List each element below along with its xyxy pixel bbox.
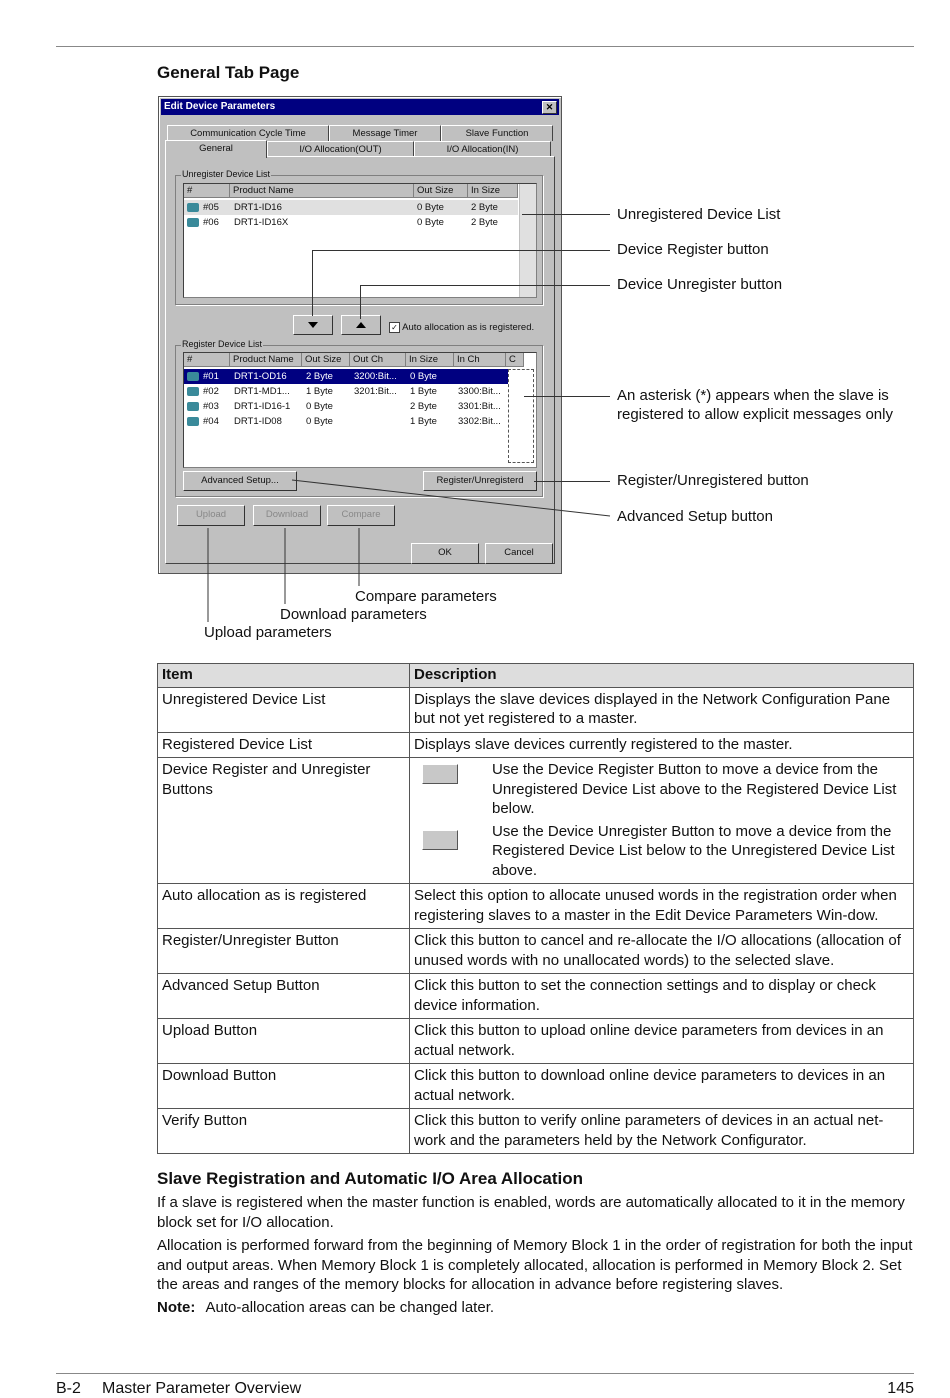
item-cell: Register/Unregister Button bbox=[158, 929, 410, 974]
footer-section: B-2 bbox=[56, 1380, 81, 1397]
section-title: General Tab Page bbox=[157, 63, 300, 82]
dialog-title: Edit Device Parameters bbox=[164, 101, 276, 112]
col-header-product[interactable]: Product Name bbox=[230, 353, 302, 367]
desc-cell: Click this button to set the connection settings and to display or check device information. bbox=[410, 974, 914, 1019]
register-group-label: Register Device List bbox=[182, 339, 263, 349]
row-num: #01 bbox=[203, 371, 219, 382]
table-row bbox=[158, 884, 914, 929]
col-header-insize[interactable]: In Size bbox=[406, 353, 454, 367]
row-insize: 1 Byte bbox=[410, 416, 437, 427]
col-header-item: Item bbox=[158, 664, 410, 688]
item-cell: Auto allocation as is registered bbox=[158, 884, 410, 929]
desc-cell: Click this button to download online device parameters to devices in an actual network. bbox=[410, 1064, 914, 1109]
callout-upload: Upload parameters bbox=[204, 624, 332, 641]
col-header-num[interactable]: # bbox=[184, 353, 230, 367]
row-outsize: 2 Byte bbox=[306, 371, 333, 382]
row-num: #03 bbox=[203, 401, 219, 412]
desc-cell: Click this button to upload online device parameters from devices in an actual network. bbox=[410, 1019, 914, 1064]
row-product: DRT1-ID08 bbox=[234, 416, 282, 427]
ok-button[interactable]: OK bbox=[411, 543, 479, 564]
row-product: DRT1-ID16-1 bbox=[234, 401, 291, 412]
row-inch: 3302:Bit... bbox=[458, 416, 501, 427]
desc-cell bbox=[410, 758, 914, 884]
description-table bbox=[157, 663, 914, 1154]
item-cell: Upload Button bbox=[158, 1019, 410, 1064]
row-num: #05 bbox=[203, 202, 219, 213]
row-num: #02 bbox=[203, 386, 219, 397]
col-header-product[interactable]: Product Name bbox=[230, 184, 414, 198]
row-insize: 0 Byte bbox=[410, 371, 437, 382]
register-arrow-icon bbox=[422, 764, 458, 784]
col-header-description: Description bbox=[410, 664, 914, 688]
col-header-outch[interactable]: Out Ch bbox=[350, 353, 406, 367]
desc-cell: Displays slave devices currently registered to the master. bbox=[410, 732, 914, 758]
table-header-row bbox=[158, 664, 914, 688]
row-outch: 3201:Bit... bbox=[354, 386, 397, 397]
callout-advanced-setup: Advanced Setup button bbox=[617, 508, 773, 525]
unregister-group-label: Unregister Device List bbox=[182, 169, 271, 179]
footer-title: Master Parameter Overview bbox=[102, 1380, 302, 1397]
tab-io-allocation-in[interactable]: I/O Allocation(IN) bbox=[414, 141, 551, 157]
callout-compare: Compare parameters bbox=[355, 588, 497, 605]
callout-unregistered-list: Unregistered Device List bbox=[617, 206, 781, 223]
row-insize: 2 Byte bbox=[471, 217, 498, 228]
callout-connectors bbox=[0, 0, 950, 650]
item-cell: Registered Device List bbox=[158, 732, 410, 758]
col-header-outsize[interactable]: Out Size bbox=[414, 184, 468, 198]
slave-para-1: If a slave is registered when the master function is enabled, words are automatically allocated to it in the memory block set for I/O allocation. bbox=[157, 1194, 905, 1231]
desc-cell: Displays the slave devices displayed in the Network Configuration Pane but not yet registered to a master. bbox=[410, 687, 914, 732]
unregister-arrow-icon bbox=[422, 830, 458, 850]
callout-register-unregister: Register/Unregistered button bbox=[617, 472, 809, 489]
col-header-num[interactable]: # bbox=[184, 184, 230, 198]
desc-cell: Click this button to cancel and re-allocate the I/O allocations (allocation of unused words with no unallocated words) to the selected slave. bbox=[410, 929, 914, 974]
advanced-setup-button[interactable]: Advanced Setup... bbox=[183, 471, 297, 491]
item-cell: Device Register and Unregister Buttons bbox=[158, 758, 410, 884]
row-inch: 3300:Bit... bbox=[458, 386, 501, 397]
row-product: DRT1-ID16X bbox=[234, 217, 289, 228]
table-row bbox=[158, 974, 914, 1019]
row-outsize: 0 Byte bbox=[306, 416, 333, 427]
close-icon[interactable]: ✕ bbox=[542, 101, 557, 114]
tab-message-timer[interactable]: Message Timer bbox=[329, 125, 441, 141]
col-header-inch[interactable]: In Ch bbox=[454, 353, 506, 367]
note bbox=[157, 1298, 917, 1318]
desc-cell: Select this option to allocate unused words in the registration order when registering slaves to a master in the Edit Device Parameters Win-dow. bbox=[410, 884, 914, 929]
row-product: DRT1-OD16 bbox=[234, 371, 287, 382]
col-header-insize[interactable]: In Size bbox=[468, 184, 518, 198]
row-insize: 2 Byte bbox=[471, 202, 498, 213]
checkmark-icon: ✓ bbox=[389, 322, 400, 333]
upload-button[interactable]: Upload bbox=[177, 505, 245, 526]
tab-general[interactable]: General bbox=[165, 140, 267, 158]
tab-slave-function[interactable]: Slave Function bbox=[441, 125, 553, 141]
item-cell: Verify Button bbox=[158, 1109, 410, 1154]
table-row bbox=[158, 1109, 914, 1154]
row-num: #06 bbox=[203, 217, 219, 228]
bottom-rule bbox=[56, 1373, 914, 1374]
slave-para-2: Allocation is performed forward from the beginning of Memory Block 1 in the order of registration for both the input and output areas. When Memory Block 1 is completely allocated, allocation is performed in Memory Block 2. Set the areas and ranges of the memory blocks for allocation in advance before registering slaves. bbox=[157, 1237, 913, 1293]
callout-register-button: Device Register button bbox=[617, 241, 769, 258]
table-row bbox=[158, 687, 914, 732]
row-insize: 1 Byte bbox=[410, 386, 437, 397]
download-button[interactable]: Download bbox=[253, 505, 321, 526]
note-text: Auto-allocation areas can be changed later. bbox=[205, 1299, 495, 1316]
item-cell: Advanced Setup Button bbox=[158, 974, 410, 1019]
table-row bbox=[158, 929, 914, 974]
row-product: DRT1-MD1... bbox=[234, 386, 290, 397]
auto-allocation-label: Auto allocation as is registered. bbox=[402, 322, 535, 334]
row-outsize: 1 Byte bbox=[306, 386, 333, 397]
table-row bbox=[158, 758, 914, 884]
register-desc: Use the Device Register Button to move a device from the Unregistered Device List above to the Registered Device List below. bbox=[492, 761, 897, 817]
row-outsize: 0 Byte bbox=[417, 202, 444, 213]
row-product: DRT1-ID16 bbox=[234, 202, 282, 213]
tab-io-allocation-out[interactable]: I/O Allocation(OUT) bbox=[267, 141, 414, 157]
item-cell: Download Button bbox=[158, 1064, 410, 1109]
unregister-desc: Use the Device Unregister Button to move a device from the Registered Device List below to the Unregistered Device List above. bbox=[492, 822, 895, 879]
callout-asterisk-line2: registered to allow explicit messages only bbox=[617, 406, 893, 423]
tab-communication-cycle-time[interactable]: Communication Cycle Time bbox=[167, 125, 329, 141]
callout-asterisk-line1: An asterisk (*) appears when the slave is bbox=[617, 387, 889, 404]
row-num: #04 bbox=[203, 416, 219, 427]
compare-button[interactable]: Compare bbox=[327, 505, 395, 526]
desc-cell: Click this button to verify online parameters of devices in an actual net-work and the parameters held by the Network Configurator. bbox=[410, 1109, 914, 1154]
col-header-outsize[interactable]: Out Size bbox=[302, 353, 350, 367]
table-row bbox=[158, 1064, 914, 1109]
table-row bbox=[158, 732, 914, 758]
page-number: 145 bbox=[887, 1380, 914, 1397]
row-inch: 3301:Bit... bbox=[458, 401, 501, 412]
slave-section-title: Slave Registration and Automatic I/O Area Allocation bbox=[157, 1169, 584, 1188]
register-unregister-button[interactable]: Register/Unregisterd bbox=[423, 471, 537, 491]
cancel-button[interactable]: Cancel bbox=[485, 543, 553, 564]
row-insize: 2 Byte bbox=[410, 401, 437, 412]
row-outch: 3200:Bit... bbox=[354, 371, 397, 382]
row-outsize: 0 Byte bbox=[306, 401, 333, 412]
item-cell: Unregistered Device List bbox=[158, 687, 410, 732]
note-label: Note: bbox=[157, 1299, 196, 1316]
row-outsize: 0 Byte bbox=[417, 217, 444, 228]
callout-download: Download parameters bbox=[280, 606, 427, 623]
table-row bbox=[158, 1019, 914, 1064]
callout-unregister-button: Device Unregister button bbox=[617, 276, 783, 293]
col-header-c[interactable]: C bbox=[506, 353, 524, 367]
